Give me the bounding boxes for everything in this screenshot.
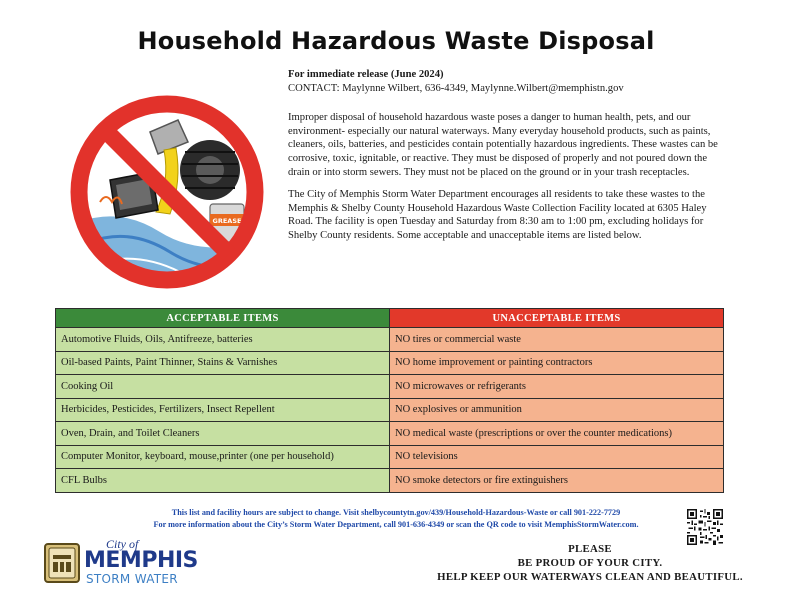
unacceptable-item: NO tires or commercial waste xyxy=(390,328,724,352)
logo-storm-water-text: STORM WATER xyxy=(86,572,178,586)
page-title: Household Hazardous Waste Disposal xyxy=(137,27,655,55)
acceptable-item: Automotive Fluids, Oils, Antifreeze, batteries xyxy=(56,328,390,352)
no-hazardous-waste-illustration xyxy=(60,92,275,292)
acceptable-item: Oven, Drain, and Toilet Cleaners xyxy=(56,422,390,446)
table-header-row xyxy=(56,309,724,328)
acceptable-item: Computer Monitor, keyboard, mouse,printer (one per household) xyxy=(56,445,390,469)
table-row xyxy=(56,469,724,493)
facility-note: This list and facility hours are subject to change. Visit shelbycountytn.gov/439/Household-Hazardous-Waste or call 901-222-7729 xyxy=(171,508,621,517)
acceptable-item: Cooking Oil xyxy=(56,375,390,399)
items-table xyxy=(55,308,724,493)
unacceptable-item: NO explosives or ammunition xyxy=(390,398,724,422)
closing-message xyxy=(400,542,780,585)
footer-notes xyxy=(0,507,792,530)
table-row xyxy=(56,445,724,469)
acceptable-item: Oil-based Paints, Paint Thinner, Stains & Varnishes xyxy=(56,351,390,375)
unacceptable-item: NO medical waste (prescriptions or over the counter medications) xyxy=(390,422,724,446)
paragraph-facility: The City of Memphis Storm Water Department encourages all residents to take these wastes to the Memphis & Shelby County Household Hazardous Waste Collection Facility located at 6305 Haley Road. The facility is open Tuesday and Saturday from 8:30 am to 1:00 pm, excluding holidays for Shelby County residents. Some acceptable and unacceptable items are listed below. xyxy=(288,189,707,241)
logo-city-text: City of xyxy=(106,537,139,551)
logo-memphis-text: MEMPHIS xyxy=(84,548,198,573)
unacceptable-item: NO televisions xyxy=(390,445,724,469)
unacceptable-item: NO smoke detectors or fire extinguishers xyxy=(390,469,724,493)
table-row xyxy=(56,398,724,422)
qr-code-icon[interactable] xyxy=(687,509,723,545)
acceptable-items-header: ACCEPTABLE ITEMS xyxy=(56,309,390,328)
release-date: For immediate release (June 2024) xyxy=(288,69,444,80)
intro-text xyxy=(288,68,728,243)
table-row xyxy=(56,422,724,446)
unacceptable-item: NO microwaves or refrigerants xyxy=(390,375,724,399)
paragraph-hazards: Improper disposal of household hazardous waste poses a danger to human health, pets, and our environment- especially our natural waterways. Many everyday household products, such as paints, cleaners, oils, batteries, and pesticides contain potentially hazardous ingredients. These wastes can be corrosive, toxic, ignitable, or reactive. They must be disposed of properly and not poured down the drain or into storm sewers. They must not be placed on the ground or in your trash receptacles. xyxy=(288,112,718,178)
grease-can-label: GREASE xyxy=(212,217,242,225)
acceptable-item: Herbicides, Pesticides, Fertilizers, Insect Repellent xyxy=(56,398,390,422)
city-of-memphis-storm-water-logo xyxy=(44,537,214,589)
info-note: For more information about the City’s Storm Water Department, call 901-636-4349 or scan the QR code to visit MemphisStormWater.com. xyxy=(153,519,639,529)
table-row xyxy=(56,328,724,352)
closing-line-3: HELP KEEP OUR WATERWAYS CLEAN AND BEAUTIFUL. xyxy=(437,571,743,584)
city-seal-icon xyxy=(44,543,80,583)
table-row xyxy=(56,375,724,399)
table-row xyxy=(56,351,724,375)
unacceptable-items-header: UNACCEPTABLE ITEMS xyxy=(390,309,724,328)
acceptable-item: CFL Bulbs xyxy=(56,469,390,493)
contact-line: CONTACT: Maylynne Wilbert, 636-4349, Maylynne.Wilbert@memphistn.gov xyxy=(288,82,624,94)
closing-line-1: PLEASE xyxy=(568,543,612,555)
closing-line-2: BE PROUD OF YOUR CITY. xyxy=(517,557,663,570)
unacceptable-item: NO home improvement or painting contractors xyxy=(390,351,724,375)
